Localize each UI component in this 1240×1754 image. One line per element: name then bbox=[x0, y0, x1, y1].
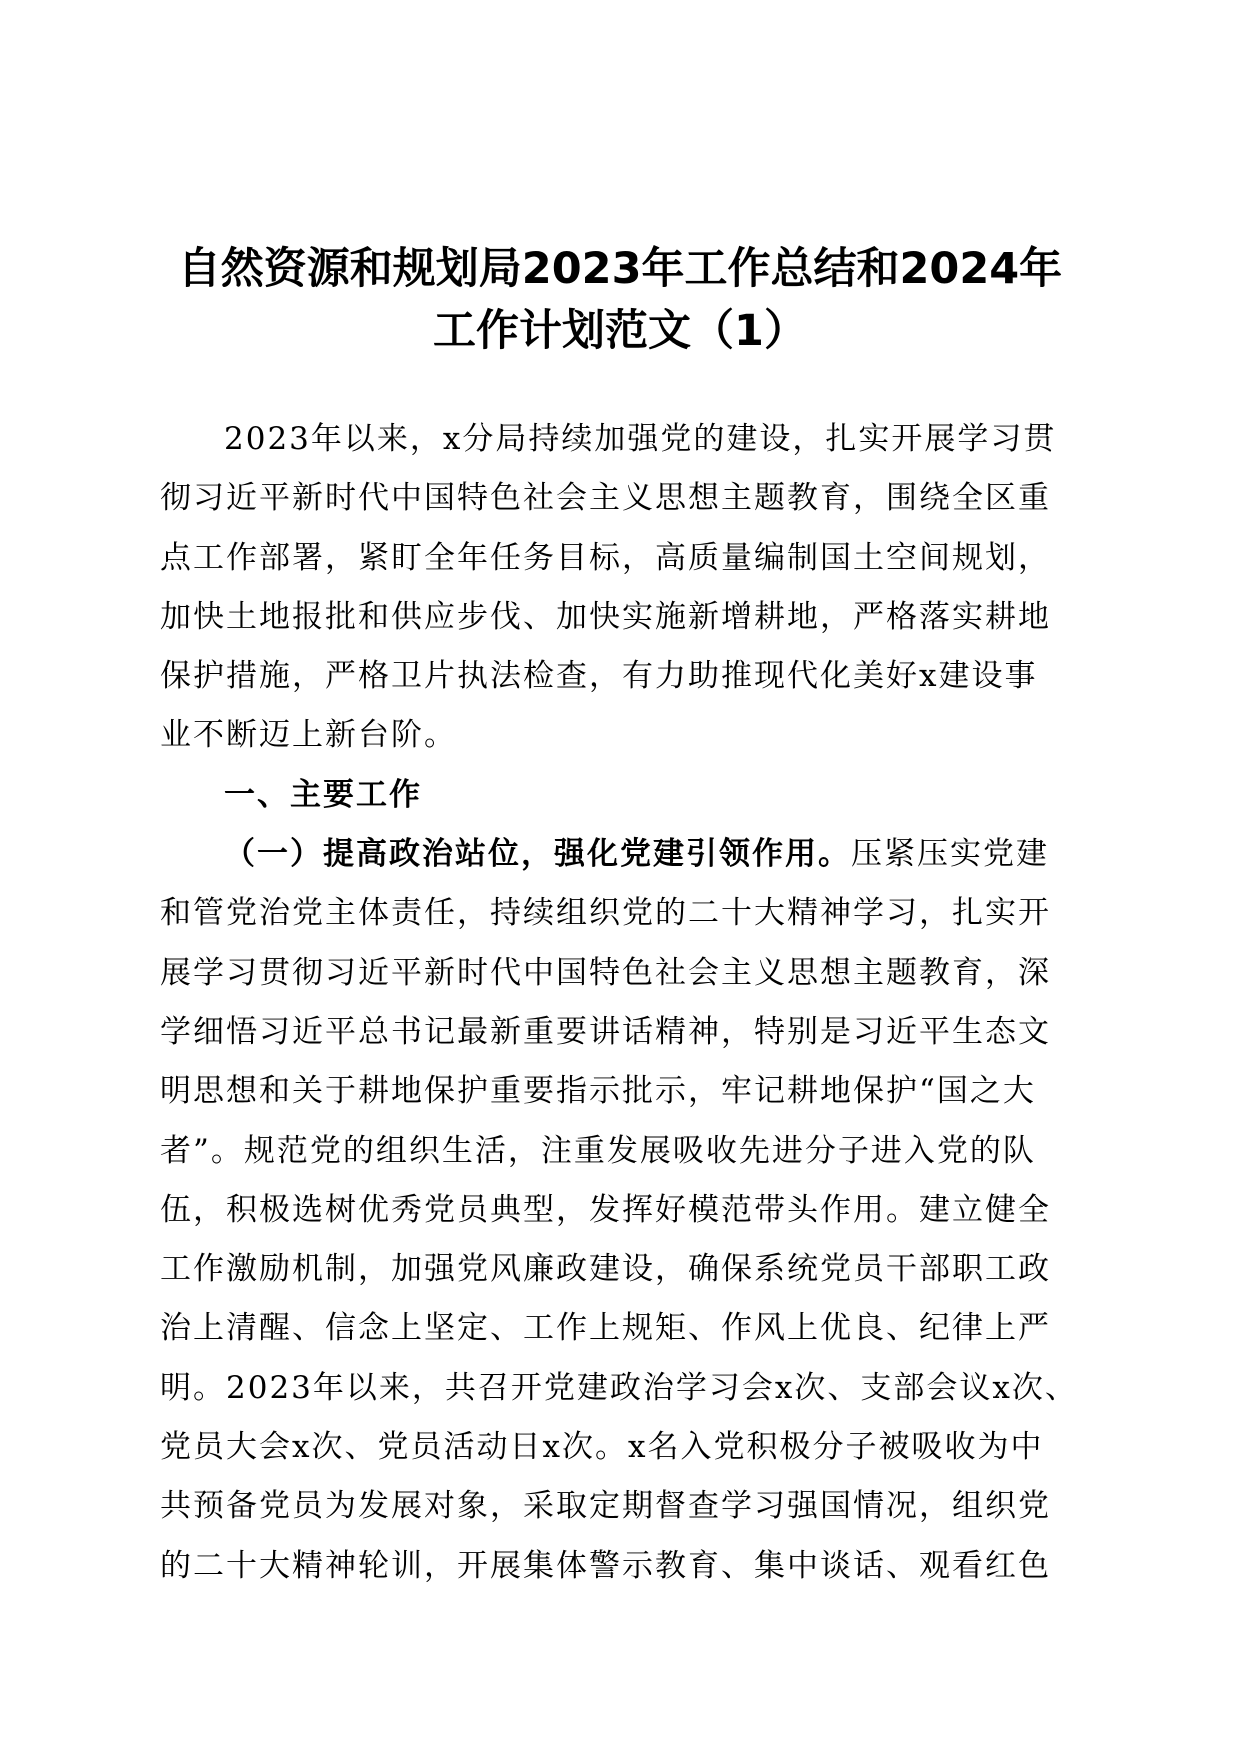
title-line-2: 工作计划范文（1） bbox=[433, 306, 807, 356]
section-heading: 一、主要工作 bbox=[224, 776, 422, 813]
document-body bbox=[160, 410, 1078, 1596]
title-line-1: 自然资源和规划局2023年工作总结和2024年 bbox=[177, 244, 1063, 294]
intro-paragraph-line: 点工作部署，紧盯全年任务目标，高质量编制国土空间规划， bbox=[160, 539, 1051, 576]
subsection-paragraph-line: 党员大会x次、党员活动日x次。x名入党积极分子被吸收为中 bbox=[160, 1429, 1044, 1466]
subsection-paragraph-line: 治上清醒、信念上坚定、工作上规矩、作风上优良、纪律上严 bbox=[160, 1310, 1051, 1347]
subsection-heading: （一）提高政治站位，强化党建引领作用。 bbox=[224, 836, 851, 873]
subsection-paragraph-line: 明思想和关于耕地保护重要指示批示，牢记耕地保护“国之大 bbox=[160, 1073, 1036, 1110]
subsection-paragraph-line: 者”。规范党的组织生活，注重发展吸收先进分子进入党的队 bbox=[160, 1132, 1036, 1169]
subsection-paragraph-line: 学细悟习近平总书记最新重要讲话精神，特别是习近平生态文 bbox=[160, 1013, 1051, 1050]
subsection-paragraph-line: 的二十大精神轮训，开展集体警示教育、集中谈话、观看红色 bbox=[160, 1547, 1051, 1584]
subsection-paragraph-line: 展学习贯彻习近平新时代中国特色社会主义思想主题教育，深 bbox=[160, 954, 1051, 991]
subsection-paragraph-line: 和管党治党主体责任，持续组织党的二十大精神学习，扎实开 bbox=[160, 895, 1051, 932]
intro-paragraph-line: 保护措施，严格卫片执法检查，有力助推现代化美好x建设事 bbox=[160, 658, 1038, 695]
intro-paragraph-line: 2023年以来，x分局持续加强党的建设，扎实开展学习贯 bbox=[224, 421, 1057, 457]
subsection-paragraph-line: 明。2023年以来，共召开党建政治学习会x次、支部会议x次、 bbox=[160, 1369, 1078, 1406]
intro-paragraph-line: 业不断迈上新台阶。 bbox=[160, 717, 457, 754]
subsection-paragraph-line: 伍，积极选树优秀党员典型，发挥好模范带头作用。建立健全 bbox=[160, 1191, 1051, 1228]
subsection-line-rest: 压紧压实党建 bbox=[851, 836, 1049, 873]
intro-paragraph-line: 加快土地报批和供应步伐、加快实施新增耕地，严格落实耕地 bbox=[160, 598, 1051, 635]
subsection-paragraph-line: 共预备党员为发展对象，采取定期督查学习强国情况，组织党 bbox=[160, 1488, 1051, 1525]
subsection-paragraph-line: 工作激励机制，加强党风廉政建设，确保系统党员干部职工政 bbox=[160, 1251, 1051, 1288]
intro-paragraph-line: 彻习近平新时代中国特色社会主义思想主题教育，围绕全区重 bbox=[160, 480, 1051, 517]
document-title bbox=[130, 238, 1110, 362]
subsection-first-line bbox=[160, 825, 1060, 884]
